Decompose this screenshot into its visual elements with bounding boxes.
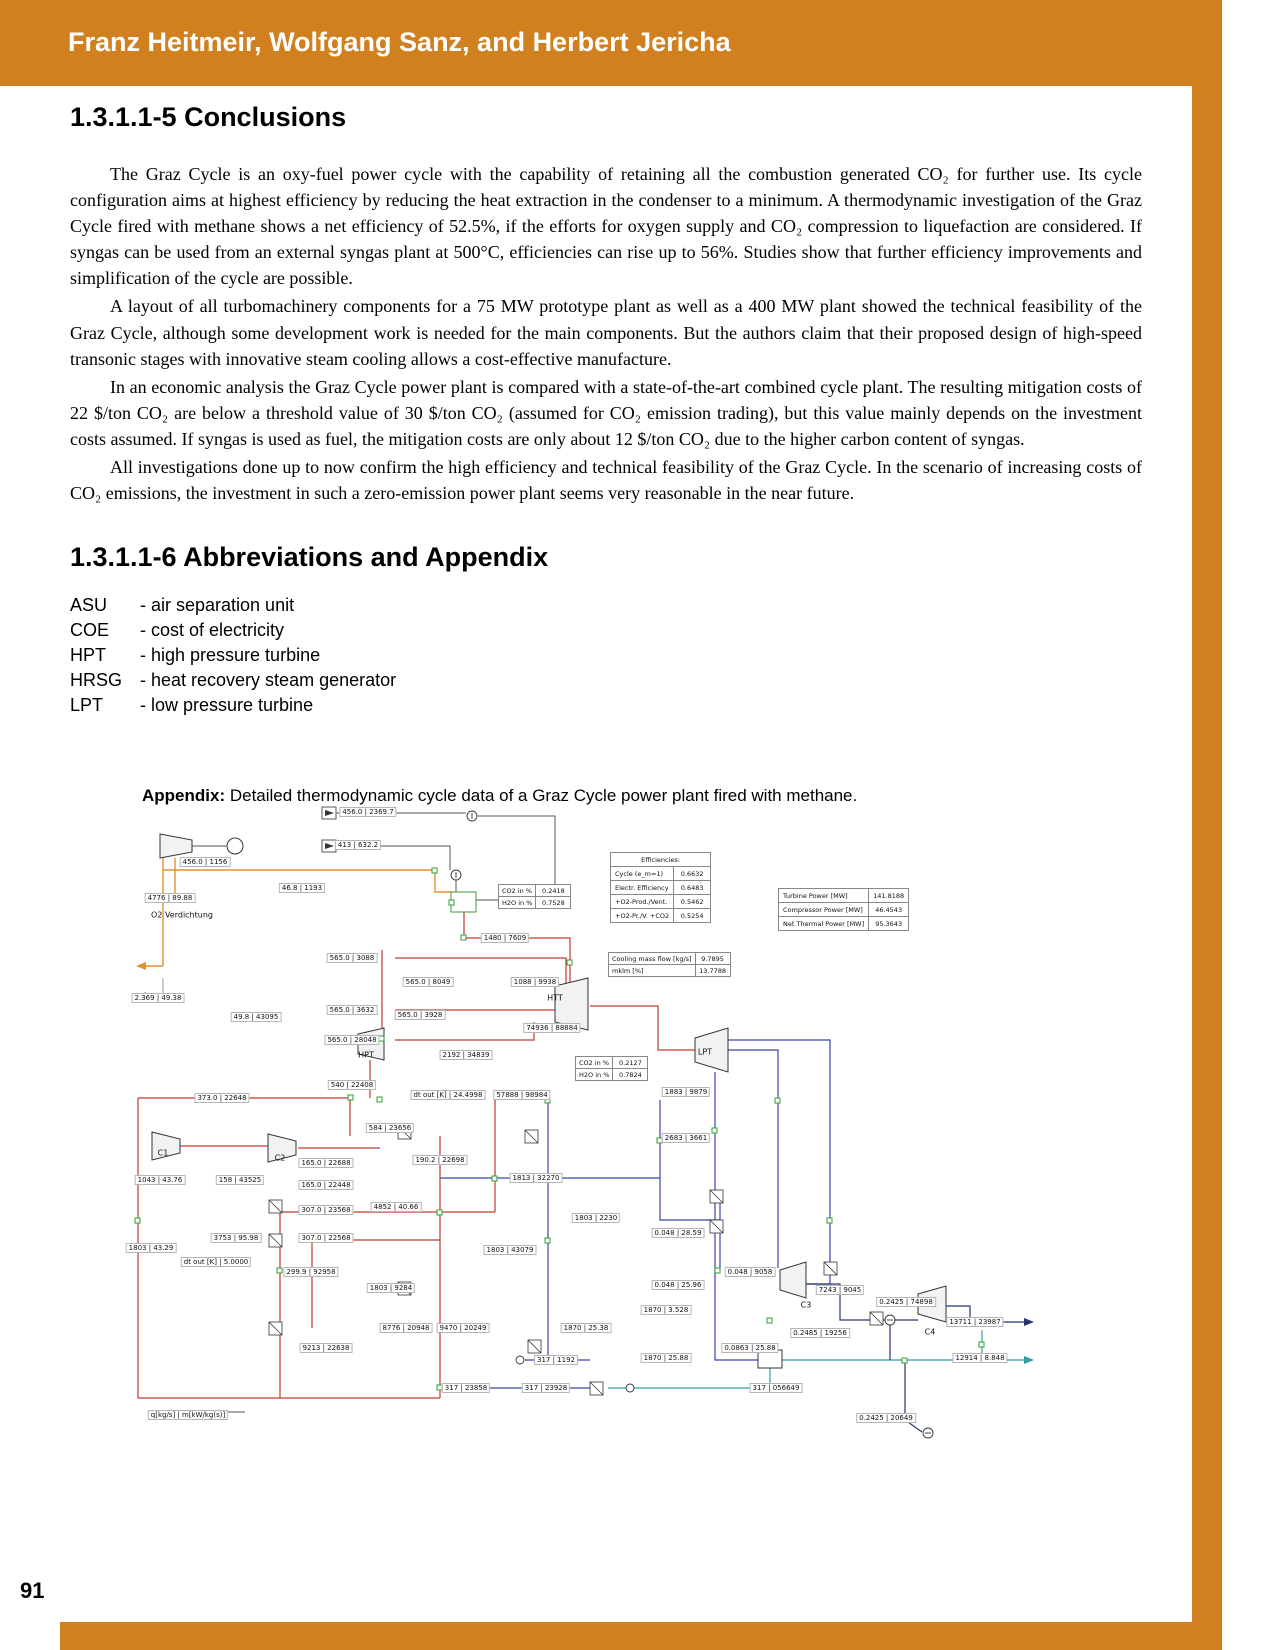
diagram-component-label: C4 [924,1327,936,1337]
conclusions-paragraph: All investigations done up to now confirm the high efficiency and technical feasibility of the Graz Cycle. In the scenario of increasing costs of CO₂ emissions, the investment in such a zero-emission power plant seems very reasonable in the near future. [70,457,1142,504]
diagram-value-label: 9213 | 22638 [300,1343,353,1353]
table-cell: H2O in % [499,897,536,909]
diagram-value-label: q[kg/s] | m[kW/kg(s)] [148,1410,228,1420]
bottom-bar [60,1622,1222,1650]
appendix-label: Appendix: [142,786,226,806]
diagram-value-label: 9470 | 20249 [437,1323,490,1333]
abbreviation-definition: - high pressure turbine [140,645,321,666]
diagram-value-label: dt out [K] | 24.4998 [411,1090,486,1100]
table-cell: Cycle (e_m=1) [611,867,674,881]
abbreviation-item [70,595,1142,616]
abbreviation-term: LPT [70,695,104,716]
diagram-value-label: 13711 | 23987 [946,1317,1003,1327]
diagram-value-label: 1883 | 9879 [662,1087,710,1097]
table-cell: mklm [%] [609,965,696,977]
conclusions-paragraph: In an economic analysis the Graz Cycle power plant is compared with a state-of-the-art combined cycle plant. The resulting mitigation costs of 22 $/ton CO₂ are below a threshold value of 30 $/ton CO₂ (assumed for CO₂ emission trading), but this value mainly depends on the investment costs assumed. If syngas is used as fuel, the mitigation costs are only about 12 $/ton CO₂ due to the higher carbon content of syngas. [70,376,1142,449]
diagram-value-label: 1088 | 9938 [511,977,559,987]
cycle-diagram [130,800,1040,1450]
abbreviations-heading: 1.3.1.1-6 Abbreviations and Appendix [70,542,549,573]
diagram-value-label: 1813 | 32270 [510,1173,563,1183]
diagram-value-label: 1803 | 43079 [484,1245,537,1255]
diagram-value-label: 456.0 | 1156 [180,857,231,867]
abbreviation-item [70,645,1142,666]
table-cell: 0.6483 [674,881,711,895]
table-cell: 0.7528 [536,897,571,909]
diagram-value-label: 317 | 1192 [534,1355,578,1365]
diagram-value-label: 7243 | 9045 [816,1285,864,1295]
conclusions-paragraph: The Graz Cycle is an oxy-fuel power cycle with the capability of retaining all the combustion generated CO₂ for further use. Its cycle configuration aims at highest efficiency by reducing the heat extraction in the condenser to a minimum. A thermodynamic investigation of the Graz Cycle fired with methane shows a net efficiency of 52.5%, if the efforts for oxygen supply and CO₂ compression to liquefaction are considered. If syngas can be used from an external syngas plant at 500°C, efficiencies can rise up to 56%. Studies show that further efficiency improvements and simplification of the cycle are possible. [70,164,1142,289]
diagram-value-label: 2.369 | 49.38 [132,993,185,1003]
diagram-value-label: 190.2 | 22698 [412,1155,467,1165]
abbreviation-item [70,670,1142,691]
abbreviation-item [70,695,1142,716]
diagram-value-label: 307.0 | 23568 [298,1205,353,1215]
page-content [70,86,1142,806]
table-cell: Electr. Efficiency [611,881,674,895]
table-cell: Compressor Power [MW] [779,903,869,917]
diagram-value-label: 0.2425 | 74898 [876,1297,936,1307]
diagram-value-label: 565.0 | 3632 [327,1005,378,1015]
diagram-value-label: 46.8 | 1193 [279,883,325,893]
conclusions-paragraph: A layout of all turbomachinery components for a 75 MW prototype plant as well as a 400 MW plant showed the technical feasibility of the Graz Cycle, although some development work is needed for the main components. But the authors claim that their proposed design of high-speed transonic stages with innovative steam cooling allows a cost-effective manufacture. [70,296,1142,369]
diagram-value-label: 158 | 43525 [216,1175,264,1185]
diagram-value-label: 565.0 | 8049 [403,977,454,987]
diagram-value-label: 1803 | 43.29 [126,1243,177,1253]
diagram-value-label: 317 | 056649 [750,1383,803,1393]
diagram-value-label: 3753 | 95.98 [211,1233,262,1243]
diagram-component-label: HPT [358,1050,374,1060]
diagram-value-label: 0.2425 | 20649 [856,1413,916,1423]
gas-composition-table-top [498,884,571,909]
table-cell: 141.8188 [869,889,909,903]
appendix-text: Detailed thermodynamic cycle data of a Graz Cycle power plant fired with methane. [225,786,858,806]
table-cell: +O2-Prod./Vent. [611,895,674,909]
abbreviation-definition: - cost of electricity [140,620,285,641]
table-cell: 0.5254 [674,909,711,923]
header-bar [0,0,1222,86]
right-stripe [1192,0,1222,1650]
diagram-value-label: dt out [K] | 5.0000 [181,1257,251,1267]
diagram-component-label: C3 [800,1300,812,1310]
diagram-value-label: 307.0 | 22568 [298,1233,353,1243]
table-cell: CO2 in % [576,1057,613,1069]
table-cell: CO2 in % [499,885,536,897]
table-cell: Net Thermal Power [MW] [779,917,869,931]
diagram-value-label: 74936 | 88884 [523,1023,580,1033]
diagram-value-label: 0.048 | 28.59 [652,1228,705,1238]
diagram-value-label: 299.9 | 92958 [283,1267,338,1277]
efficiencies-title: Efficiencies: [611,853,711,867]
abbreviation-term: HRSG [70,670,123,691]
diagram-value-label: 0.2485 | 19256 [790,1328,850,1338]
page-authors: Franz Heitmeir, Wolfgang Sanz, and Herbert Jericha [68,27,731,57]
conclusions-heading: 1.3.1.1-5 Conclusions [70,102,347,132]
diagram-value-label: 1803 | 9284 [367,1283,415,1293]
diagram-value-label: 317 | 23928 [522,1383,570,1393]
diagram-value-label: 57888 | 98984 [493,1090,550,1100]
diagram-value-label: 373.0 | 22648 [194,1093,249,1103]
gas-composition-table-mid [575,1056,648,1081]
efficiencies-table [610,852,711,923]
abbreviation-definition: - air separation unit [140,595,295,616]
diagram-value-label: 165.0 | 22688 [298,1158,353,1168]
diagram-value-label: 565.0 | 3088 [327,953,378,963]
table-cell: H2O in % [576,1069,613,1081]
abbreviation-definition: - low pressure turbine [140,695,314,716]
diagram-component-label: C2 [274,1153,286,1163]
diagram-value-label: 413 | 632.2 [335,840,381,850]
diagram-value-label: 0.0863 | 25.88 [721,1343,778,1353]
diagram-component-label: HTT [547,993,563,1003]
table-cell: 0.5462 [674,895,711,909]
diagram-value-label: 12914 | 8.848 [952,1353,1007,1363]
table-cell: 0.7824 [613,1069,648,1081]
diagram-value-label: 1870 | 3.528 [641,1305,692,1315]
diagram-value-label: 1043 | 43.76 [135,1175,186,1185]
abbreviation-item [70,620,1142,641]
abbreviation-term: COE [70,620,110,641]
diagram-value-label: 456.0 | 2369.7 [339,807,396,817]
table-cell: Cooling mass flow [kg/s] [609,953,696,965]
diagram-value-label: 317 | 23858 [442,1383,490,1393]
abbreviation-definition: - heat recovery steam generator [140,670,397,691]
diagram-value-label: 584 | 23656 [366,1123,414,1133]
diagram-value-label: 4852 | 40.66 [371,1202,422,1212]
power-table [778,888,909,931]
diagram-value-label: 565.0 | 3928 [395,1010,446,1020]
cooling-table [608,952,731,977]
diagram-value-label: 165.0 | 22448 [298,1180,353,1190]
diagram-value-label: 1870 | 25.88 [641,1353,692,1363]
diagram-value-label: 0.048 | 9058 [725,1267,776,1277]
diagram-value-label: 0.048 | 25.96 [652,1280,705,1290]
diagram-value-label: 8776 | 20948 [380,1323,433,1333]
table-cell: 0.2418 [536,885,571,897]
diagram-component-label: C1 [157,1148,169,1158]
diagram-value-label: 2192 | 34839 [440,1050,493,1060]
table-cell: 46.4543 [869,903,909,917]
diagram-value-label: 1870 | 25.38 [561,1323,612,1333]
table-cell: 13.7788 [695,965,730,977]
table-cell: 0.2127 [613,1057,648,1069]
diagram-value-label: 49.8 | 43095 [231,1012,282,1022]
diagram-value-label: 4776 | 89.88 [145,893,196,903]
table-cell: +O2-Pr./V. +CO2 [611,909,674,923]
diagram-component-label: LPT [697,1047,713,1057]
table-cell: Turbine Power [MW] [779,889,869,903]
diagram-value-label: 540 | 22408 [328,1080,376,1090]
abbreviation-term: ASU [70,595,108,616]
table-cell: 9.7895 [695,953,730,965]
diagram-value-label: 1480 | 7609 [481,933,529,943]
diagram-value-label: 2683 | 3661 [662,1133,710,1143]
diagram-value-label: 565.0 | 28048 [324,1035,379,1045]
table-cell: 0.6632 [674,867,711,881]
table-cell: 95.3643 [869,917,909,931]
diagram-component-label: O2 Verdichtung [151,910,213,920]
page-number: 91 [20,1578,45,1603]
diagram-value-label: 1803 | 2230 [572,1213,620,1223]
abbreviation-term: HPT [70,645,106,666]
abbreviations-list [70,595,1142,716]
